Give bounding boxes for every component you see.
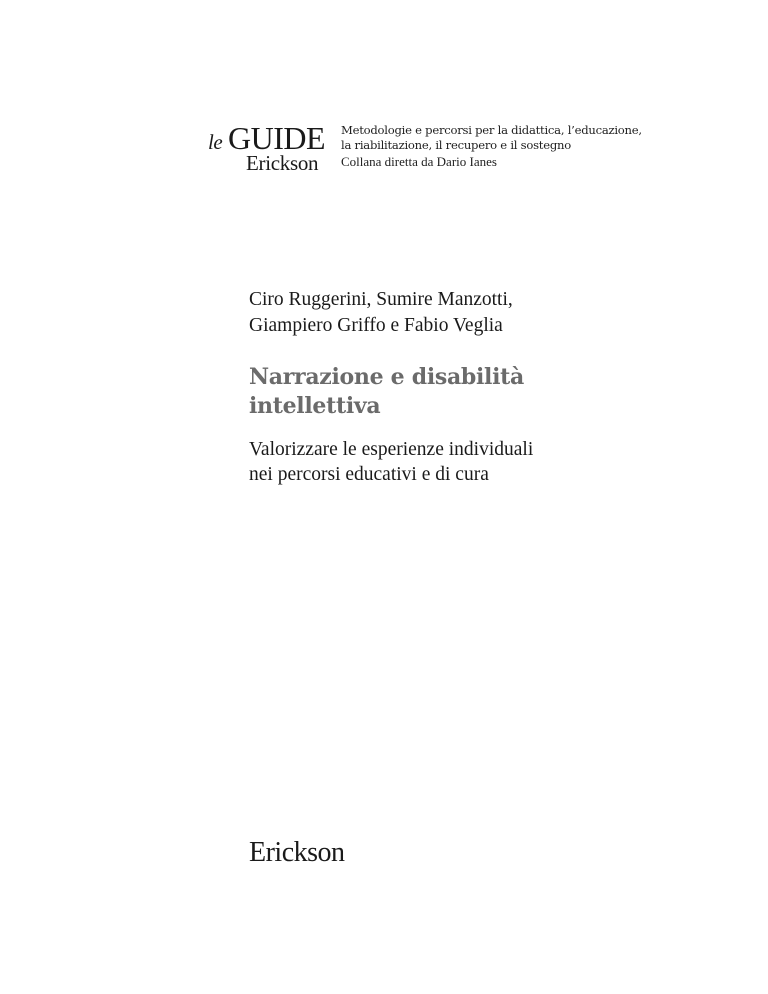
book-authors — [249, 287, 689, 339]
subtitle-line: Valorizzare le esperienze individuali — [249, 439, 534, 460]
subtitle-line: nei percorsi educativi e di cura — [249, 464, 489, 485]
book-subtitle — [249, 437, 709, 487]
series-editor: Collana diretta da Dario Ianes — [341, 154, 497, 169]
title-line: Narrazione e disabilità — [249, 364, 524, 390]
series-logo — [208, 120, 330, 176]
authors-line: Ciro Ruggerini, Sumire Manzotti, — [249, 289, 513, 310]
publisher-logo: Erickson — [249, 837, 345, 868]
logo-series-name: GUIDE — [228, 120, 326, 156]
series-description-line: la riabilitazione, il recupero e il sostegno — [341, 137, 571, 152]
series-info — [341, 123, 671, 170]
series-description-line: Metodologie e percorsi per la didattica, l’educazione, — [341, 123, 642, 137]
series-description — [341, 123, 671, 152]
title-line: intellettiva — [249, 393, 381, 419]
series-header — [208, 120, 668, 180]
logo-publisher: Erickson — [246, 151, 319, 175]
logo-prefix: le — [208, 130, 223, 154]
authors-line: Giampiero Griffo e Fabio Veglia — [249, 315, 503, 336]
book-title — [249, 363, 709, 421]
